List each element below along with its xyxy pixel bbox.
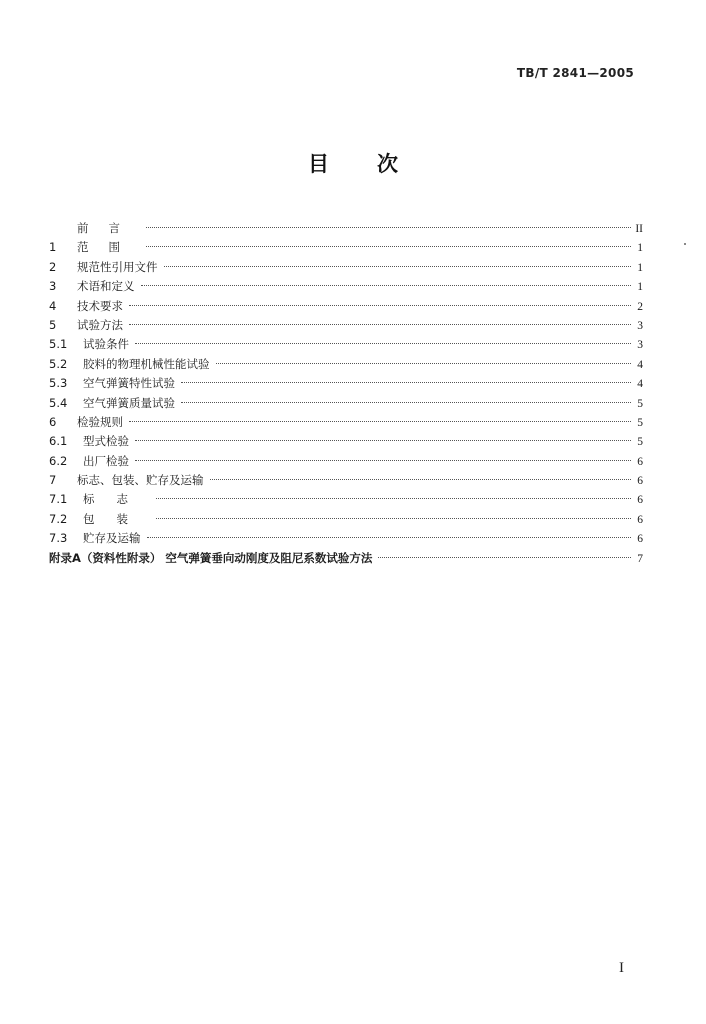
toc-entry-page: 5 [637, 397, 643, 410]
dot-leader [141, 285, 632, 286]
dot-leader [146, 227, 631, 228]
toc-entry-number: 5.4 [49, 395, 68, 410]
toc-entry-page: 6 [637, 533, 643, 546]
toc-entry-number: 5.2 [49, 356, 68, 371]
dot-leader [378, 557, 631, 558]
toc-entry-label: 前言 [77, 221, 140, 235]
toc-entry-page: 1 [637, 281, 643, 294]
toc-entry-label: 贮存及运输 [83, 531, 141, 546]
dot-leader [210, 479, 632, 480]
dot-leader [129, 305, 631, 306]
toc-entry[interactable] [49, 258, 643, 277]
toc-entry-label: 附录A（资料性附录） 空气弹簧垂向动刚度及阻尼系数试验方法 [49, 550, 373, 565]
dot-leader [147, 537, 632, 538]
toc-entry-page: 6 [637, 494, 643, 507]
toc-entry[interactable] [49, 355, 643, 374]
dot-leader [181, 402, 631, 403]
toc-entry[interactable] [49, 374, 643, 393]
toc-entry-page: 4 [637, 358, 643, 371]
toc-entry-number: 4 [49, 298, 57, 313]
toc-entry[interactable] [49, 277, 643, 296]
toc-entry-number: 5.1 [49, 337, 68, 352]
toc-entry[interactable] [49, 238, 643, 257]
table-of-contents [49, 219, 643, 568]
toc-entry-label: 规范性引用文件 [77, 259, 158, 274]
toc-entry[interactable] [49, 316, 643, 335]
toc-entry-label: 术语和定义 [77, 279, 135, 294]
toc-entry-page: II [635, 223, 643, 235]
toc-entry[interactable] [49, 394, 643, 413]
toc-entry-page: 7 [637, 552, 643, 565]
dot-leader [181, 382, 631, 383]
toc-entry-label: 型式检验 [83, 434, 129, 449]
toc-entry[interactable] [49, 549, 643, 568]
dot-leader [129, 421, 631, 422]
toc-entry-number: 5.3 [49, 376, 68, 391]
toc-entry-page: 2 [637, 300, 643, 313]
toc-entry-label: 标志、包装、贮存及运输 [77, 473, 204, 488]
dot-leader [146, 246, 631, 247]
toc-entry[interactable] [49, 471, 643, 490]
toc-entry-number: 1 [49, 240, 57, 255]
toc-entry-label: 试验条件 [83, 337, 129, 352]
toc-entry-number: 6 [49, 414, 57, 429]
toc-entry-label: 范围 [77, 240, 140, 255]
toc-entry-label: 空气弹簧质量试验 [83, 395, 175, 410]
page-number: I [619, 960, 624, 976]
toc-entry-number: 3 [49, 279, 57, 294]
page-title: 目次 [308, 152, 446, 176]
toc-entry-number: 2 [49, 259, 57, 274]
toc-entry[interactable] [49, 413, 643, 432]
toc-entry-number: 6.2 [49, 453, 68, 468]
dot-leader [216, 363, 632, 364]
toc-entry[interactable] [49, 219, 643, 238]
toc-entry-label: 空气弹簧特性试验 [83, 376, 175, 391]
toc-entry-number: 7 [49, 473, 57, 488]
toc-entry-page: 3 [637, 319, 643, 332]
toc-entry-number: 5 [49, 317, 57, 332]
toc-entry-label: 试验方法 [77, 317, 123, 332]
toc-entry[interactable] [49, 452, 643, 471]
toc-entry-page: 3 [637, 339, 643, 352]
toc-entry-page: 1 [637, 261, 643, 274]
toc-entry-page: 4 [637, 378, 643, 391]
toc-entry[interactable] [49, 529, 643, 548]
toc-entry[interactable] [49, 510, 643, 529]
toc-entry-number: 7.2 [49, 511, 68, 526]
dot-leader [135, 440, 631, 441]
toc-entry-number: 7.3 [49, 531, 68, 546]
toc-entry-page: 5 [637, 436, 643, 449]
toc-entry-page: 5 [637, 416, 643, 429]
toc-entry[interactable] [49, 335, 643, 354]
toc-entry-page: 6 [637, 513, 643, 526]
toc-entry-number: 6.1 [49, 434, 68, 449]
toc-entry-label: 技术要求 [77, 298, 123, 313]
toc-entry[interactable] [49, 432, 643, 451]
standard-number: TB/T 2841—2005 [516, 66, 634, 80]
margin-mark [684, 243, 686, 245]
toc-entry-label: 出厂检验 [83, 453, 129, 468]
toc-entry[interactable] [49, 490, 643, 509]
toc-entry-page: 6 [637, 455, 643, 468]
toc-entry-label: 胶料的物理机械性能试验 [83, 356, 210, 371]
dot-leader [156, 498, 631, 499]
toc-entry-page: 1 [637, 242, 643, 255]
toc-entry-page: 6 [637, 475, 643, 488]
dot-leader [164, 266, 632, 267]
toc-entry[interactable] [49, 297, 643, 316]
dot-leader [129, 324, 631, 325]
dot-leader [156, 518, 631, 519]
dot-leader [135, 343, 631, 344]
toc-entry-label: 包装 [83, 511, 150, 526]
toc-entry-number: 7.1 [49, 492, 68, 507]
dot-leader [135, 460, 631, 461]
toc-entry-label: 标志 [83, 492, 150, 507]
toc-entry-label: 检验规则 [77, 414, 123, 429]
